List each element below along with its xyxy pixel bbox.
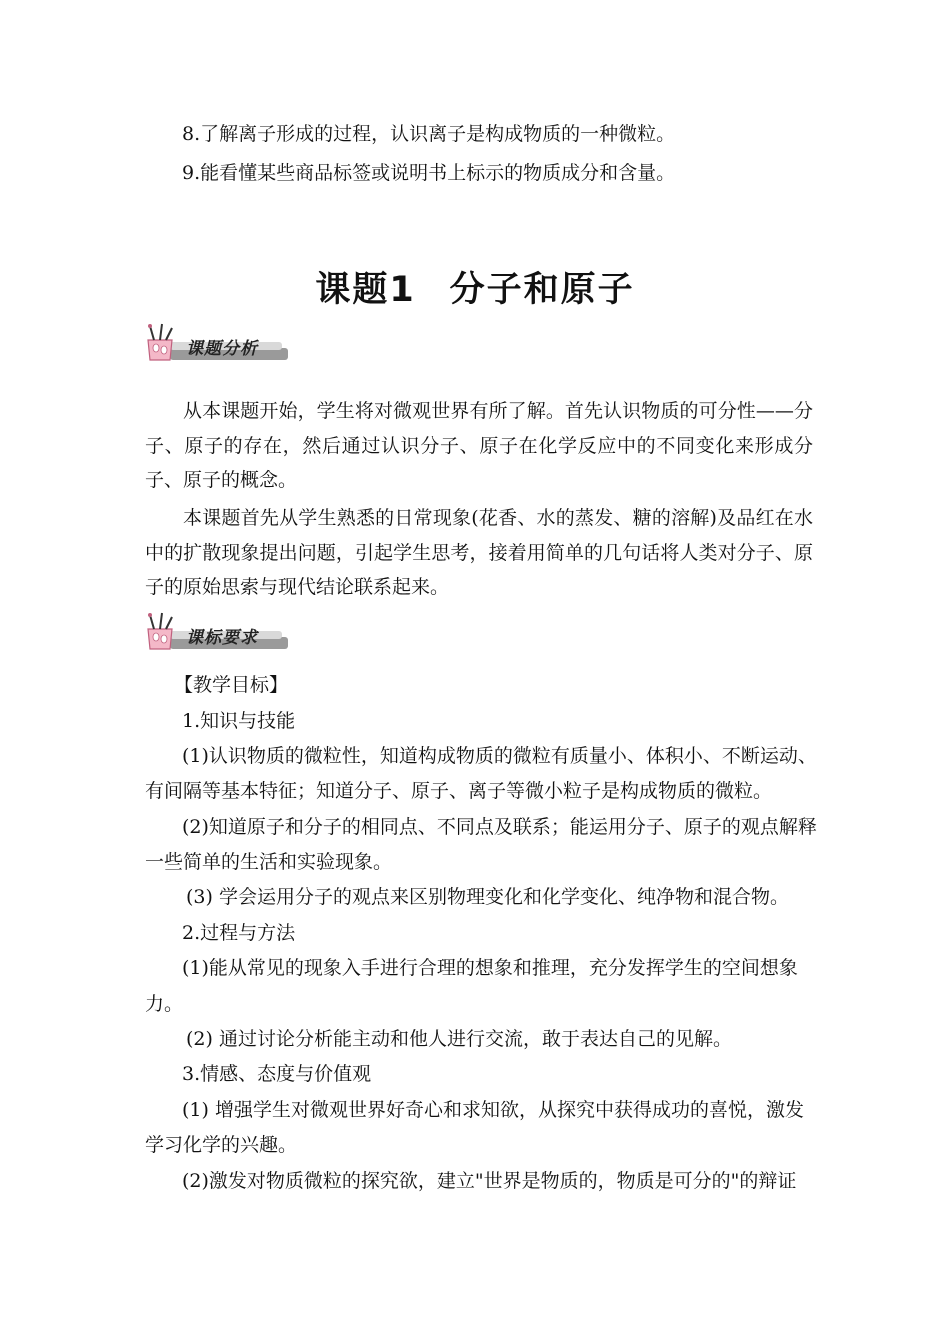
knowledge-1-line1: (1)认识物质的微粒性，知道构成物质的微粒有质量小、体积小、不断运动、	[182, 745, 817, 767]
banner-label: 课标要求	[186, 628, 258, 648]
heading-emotion: 3.情感、态度与价值观	[182, 1063, 372, 1085]
knowledge-1-line2: 有间隔等基本特征；知道分子、原子、离子等微小粒子是构成物质的微粒。	[145, 780, 773, 802]
list-item-8: 8.了解离子形成的过程，认识离子是构成物质的一种微粒。	[182, 123, 676, 145]
emotion-1-line2: 学习化学的兴趣。	[145, 1134, 298, 1156]
analysis-paragraph-1: 从本课题开始，学生将对微观世界有所了解。首先认识物质的可分性——分子、原子的存在，然后通过认识分子、原子在化学反应中的不同变化来形成分子、原子的概念。	[145, 400, 813, 491]
process-2: (2) 通过讨论分析能主动和他人进行交流，敢于表达自己的见解。	[186, 1028, 732, 1050]
page-title	[0, 262, 950, 312]
process-1-line2: 力。	[145, 993, 184, 1015]
emotion-1-line1: (1) 增强学生对微观世界好奇心和求知欲，从探究中获得成功的喜悦，激发	[182, 1099, 804, 1121]
heading-process: 2.过程与方法	[182, 922, 296, 944]
knowledge-2-line2: 一些简单的生活和实验现象。	[145, 851, 393, 873]
analysis-paragraph-2: 本课题首先从学生熟悉的日常现象(花香、水的蒸发、糖的溶解)及品红在水中的扩散现象提出问题，引起学生思考，接着用简单的几句话将人类对分子、原子的原始思索与现代结论联系起来。	[145, 507, 813, 598]
section-banner-analysis	[142, 322, 292, 364]
banner-label: 课题分析	[186, 339, 258, 359]
knowledge-2-line1: (2)知道原子和分子的相同点、不同点及联系；能运用分子、原子的观点解释	[182, 816, 817, 838]
heading-knowledge: 1.知识与技能	[182, 710, 296, 732]
list-item-9: 9.能看懂某些商品标签或说明书上标示的物质成分和含量。	[182, 162, 676, 184]
goal-heading: 【教学目标】	[174, 674, 289, 696]
title-number: 课题1	[315, 270, 416, 310]
section-banner-standards	[142, 611, 292, 653]
process-1-line1: (1)能从常见的现象入手进行合理的想象和推理，充分发挥学生的空间想象	[182, 957, 798, 979]
title-name: 分子和原子	[449, 270, 635, 310]
knowledge-3: (3) 学会运用分子的观点来区别物理变化和化学变化、纯净物和混合物。	[186, 886, 789, 908]
emotion-2-line1: (2)激发对物质微粒的探究欲，建立"世界是物质的，物质是可分的"的辩证	[182, 1170, 797, 1192]
